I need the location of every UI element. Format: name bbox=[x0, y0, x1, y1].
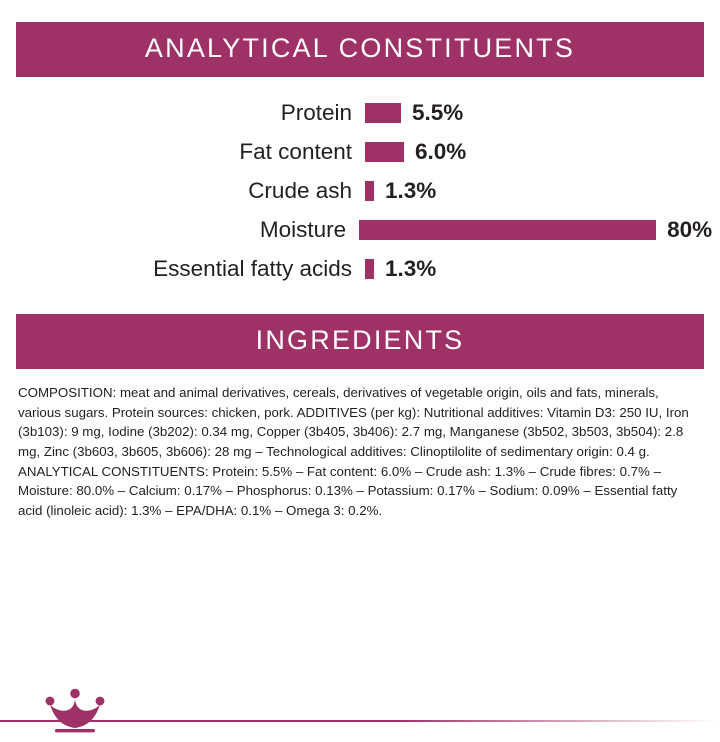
chart-row bbox=[14, 210, 713, 249]
footer-divider bbox=[0, 720, 720, 722]
bar-track bbox=[365, 256, 706, 282]
bar-value: 80% bbox=[667, 216, 713, 242]
bar-value: 5.5% bbox=[412, 99, 464, 125]
analytical-constituents-header: ANALYTICAL CONSTITUENTS bbox=[16, 22, 704, 77]
bar-track bbox=[359, 216, 713, 243]
product-nutrition-panel bbox=[0, 22, 720, 742]
chart-row bbox=[14, 132, 706, 171]
bar-fill bbox=[359, 220, 656, 240]
bar-track bbox=[365, 178, 706, 204]
bar-value: 1.3% bbox=[385, 255, 437, 281]
bar-label: Crude ash bbox=[248, 177, 352, 203]
bar-label: Essential fatty acids bbox=[153, 255, 352, 281]
bar-label: Fat content bbox=[239, 138, 352, 164]
bar-fill bbox=[365, 259, 374, 279]
bar-track bbox=[365, 100, 706, 126]
chart-bottom-spacer bbox=[0, 288, 720, 314]
chart-row bbox=[14, 93, 706, 132]
footer bbox=[0, 670, 720, 742]
bar-label: Protein bbox=[280, 99, 352, 125]
bar-value: 1.3% bbox=[385, 177, 437, 203]
analytical-constituents-chart bbox=[0, 93, 720, 288]
composition-text: COMPOSITION: meat and animal derivatives, cereals, derivatives of vegetable origin, oils and fats, minerals, various sugars. Protein sources: chicken, pork. ADDITIVES (per kg): Nutritional additives: Vitamin D3: 250 IU, Iron (3b103): 9 mg, Iodine (3b202): 0.34 mg, Copper (3b405, 3b406): 2.7 mg, Manganese (3b502, 3b503, 3b504): 2.8 mg, Zinc (3b603, 3b605, 3b606): 28 mg – Technological additives: Clinoptilolite of sedimentary origin: 0.4 g. ANALYTICAL CONSTITUENTS: Protein: 5.5% – Fat content: 6.0% – Crude ash: 1.3% – Crude fibres: 0.7% – Moisture: 80.0% – Calcium: 0.17% – Phosphorus: 0.13% – Potassium: 0.17% – Sodium: 0.09% – Essential fatty acid (linoleic acid): 1.3% – EPA/DHA: 0.1% – Omega 3: 0.2%. bbox=[18, 385, 689, 519]
bar-fill bbox=[365, 181, 374, 201]
bar-value: 6.0% bbox=[415, 138, 467, 164]
chart-row bbox=[14, 249, 706, 288]
chart-row bbox=[14, 171, 706, 210]
bar-fill bbox=[365, 103, 401, 123]
ingredients-header: INGREDIENTS bbox=[16, 314, 704, 369]
bar-fill bbox=[365, 142, 404, 162]
bar-track bbox=[365, 139, 706, 165]
bar-label: Moisture bbox=[259, 216, 347, 242]
crown-icon bbox=[44, 688, 106, 734]
